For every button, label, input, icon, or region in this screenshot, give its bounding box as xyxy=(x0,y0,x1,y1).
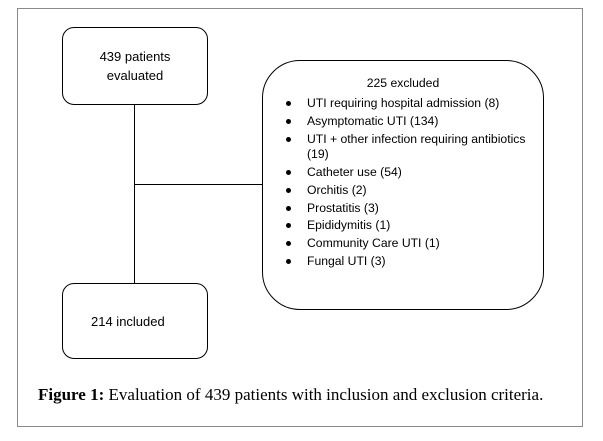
exclusion-item: UTI + other infection requiring antibiotics (19) xyxy=(283,132,529,163)
connector-vertical-line xyxy=(134,105,135,283)
exclusion-item: Epididymitis (1) xyxy=(283,218,529,234)
exclusion-item: Catheter use (54) xyxy=(283,165,529,181)
excluded-patients-box xyxy=(262,60,544,310)
evaluated-patients-box xyxy=(62,27,208,105)
exclusion-item: Fungal UTI (3) xyxy=(283,254,529,270)
excluded-title: 225 excluded xyxy=(366,76,440,90)
evaluated-patients-label: 439 patients evaluated xyxy=(99,49,171,83)
caption-text: Evaluation of 439 patients with inclusion and exclusion criteria. xyxy=(104,385,544,404)
caption-label: Figure 1: xyxy=(38,385,105,404)
exclusion-item: Community Care UTI (1) xyxy=(283,236,529,252)
included-patients-label: 214 included xyxy=(91,313,165,329)
exclusion-item: Orchitis (2) xyxy=(283,183,529,199)
exclusion-item: UTI requiring hospital admission (8) xyxy=(283,96,529,112)
exclusion-item: Asymptomatic UTI (134) xyxy=(283,114,529,130)
exclusion-item: Prostatitis (3) xyxy=(283,201,529,217)
figure-caption xyxy=(38,384,558,406)
included-patients-box xyxy=(62,283,208,359)
connector-branch-line xyxy=(134,184,262,185)
exclusion-criteria-list xyxy=(283,96,529,272)
